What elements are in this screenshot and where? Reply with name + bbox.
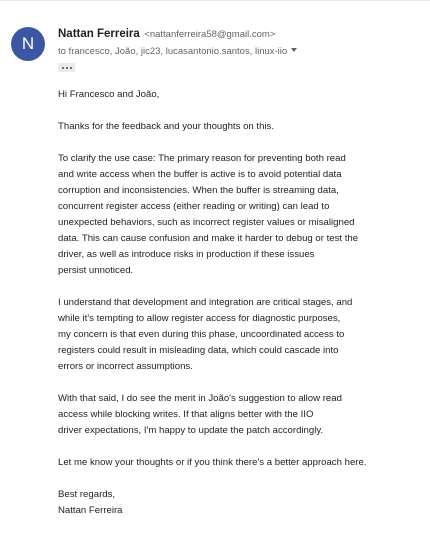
body-paragraph: I understand that development and integration are critical stages, and while it's tempting to allow register access for diagnostic purposes, my concern is that even during this phase, uncoordinated access to registers could result in misleading data, which could cascade into errors or incorrect assumptions. xyxy=(58,297,353,372)
sender-line xyxy=(58,26,418,42)
greeting: Hi Francesco and João, xyxy=(58,89,160,100)
body-paragraph: Thanks for the feedback and your thoughts on this. xyxy=(58,121,274,132)
body-paragraph: Let me know your thoughts or if you think there's a better approach here. xyxy=(58,457,367,468)
chevron-down-icon[interactable] xyxy=(291,48,297,52)
message-body xyxy=(58,87,418,519)
sender-email: <nattanferreira58@gmail.com> xyxy=(144,29,276,40)
body-paragraph: With that said, I do see the merit in João's suggestion to allow read access while blocking writes. If that aligns better with the IIO driver expectations, I'm happy to update the patch accordingly. xyxy=(58,393,342,436)
ellipsis-icon[interactable] xyxy=(58,63,75,72)
body-paragraph: To clarify the use case: The primary reason for preventing both read and write access when the buffer is active is to avoid potential data corruption and inconsistencies. When the buffer is streaming data, concurrent register access (either reading or writing) can lead to unexpected behaviors, such as incorrect register values or misaligned data. This can cause confusion and make it harder to debug or test the driver, as well as introduce risks in production if these issues persist unnoticed. xyxy=(58,153,359,276)
signoff: Best regards, Nattan Ferreira xyxy=(58,489,123,516)
sender-name[interactable]: Nattan Ferreira xyxy=(58,28,140,40)
message-header xyxy=(58,26,418,58)
avatar[interactable]: N xyxy=(11,27,45,61)
recipients-text: to francesco, João, jic23, lucasantonio.santos, linux-iio xyxy=(58,46,288,57)
recipients-line[interactable] xyxy=(58,46,418,58)
